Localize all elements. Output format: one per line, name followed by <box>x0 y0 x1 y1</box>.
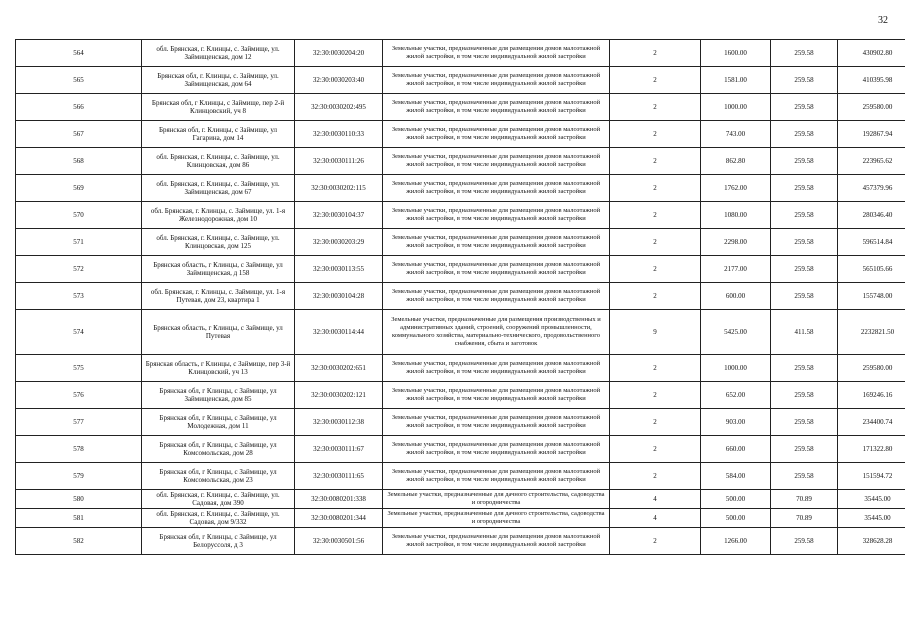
row-number: 572 <box>16 256 142 283</box>
row-number: 573 <box>16 283 142 310</box>
cadastral-value-cell: 234400.74 <box>838 409 905 436</box>
row-number: 566 <box>16 94 142 121</box>
address-cell: обл. Брянская, г. Клинцы, с. Займище, ул. Клинцовская, дом 125 <box>142 229 295 256</box>
specific-value-cell: 411.58 <box>771 310 838 355</box>
area-cell: 1600.00 <box>701 40 771 67</box>
area-cell: 1266.00 <box>701 528 771 555</box>
permitted-use-cell: Земельные участки, предназначенные для размещения домов малоэтажной жилой застройки, в том числе индивидуальной жилой застройки <box>383 382 610 409</box>
address-cell: обл. Брянская, г. Клинцы, с. Займище, ул. Займищенская, дом 67 <box>142 175 295 202</box>
use-group-cell: 2 <box>610 121 701 148</box>
use-group-cell: 2 <box>610 40 701 67</box>
permitted-use-cell: Земельные участки, предназначенные для размещения домов малоэтажной жилой застройки, в том числе индивидуальной жилой застройки <box>383 436 610 463</box>
use-group-cell: 2 <box>610 229 701 256</box>
table-row <box>16 436 905 463</box>
table-row <box>16 67 905 94</box>
area-cell: 862.80 <box>701 148 771 175</box>
cadastral-value-cell: 169246.16 <box>838 382 905 409</box>
table-row <box>16 202 905 229</box>
area-cell: 600.00 <box>701 283 771 310</box>
address-cell: Брянская обл, г Клинцы, с Займище, ул Белоруссоля, д 3 <box>142 528 295 555</box>
permitted-use-cell: Земельные участки, предназначенные для размещения домов малоэтажной жилой застройки, в том числе индивидуальной жилой застройки <box>383 121 610 148</box>
table-row <box>16 175 905 202</box>
cadastral-number-cell: 32:30:0030202:121 <box>295 382 383 409</box>
use-group-cell: 2 <box>610 94 701 121</box>
cadastral-number-cell: 32:30:0030111:67 <box>295 436 383 463</box>
address-cell: Брянская обл, г Клинцы, с Займище, ул Комсомольская, дом 23 <box>142 463 295 490</box>
use-group-cell: 2 <box>610 463 701 490</box>
cadastral-value-cell: 192867.94 <box>838 121 905 148</box>
area-cell: 652.00 <box>701 382 771 409</box>
permitted-use-cell: Земельные участки, предназначенные для дачного строительства, садоводства и огородничества <box>383 509 610 528</box>
specific-value-cell: 259.58 <box>771 229 838 256</box>
cadastral-value-cell: 259580.00 <box>838 94 905 121</box>
cadastral-number-cell: 32:30:0030104:37 <box>295 202 383 229</box>
address-cell: Брянская обл, г Клинцы, с Займище, ул Молодежная, дом 11 <box>142 409 295 436</box>
table-row <box>16 283 905 310</box>
table-body <box>16 40 905 555</box>
permitted-use-cell: Земельные участки, предназначенные для размещения домов малоэтажной жилой застройки, в том числе индивидуальной жилой застройки <box>383 283 610 310</box>
row-number: 577 <box>16 409 142 436</box>
specific-value-cell: 70.89 <box>771 490 838 509</box>
use-group-cell: 4 <box>610 509 701 528</box>
table-row <box>16 409 905 436</box>
specific-value-cell: 259.58 <box>771 67 838 94</box>
area-cell: 743.00 <box>701 121 771 148</box>
permitted-use-cell: Земельные участки, предназначенные для дачного строительства, садоводства и огородничества <box>383 490 610 509</box>
row-number: 567 <box>16 121 142 148</box>
specific-value-cell: 259.58 <box>771 94 838 121</box>
specific-value-cell: 259.58 <box>771 355 838 382</box>
cadastral-number-cell: 32:30:0030114:44 <box>295 310 383 355</box>
table-row <box>16 463 905 490</box>
use-group-cell: 2 <box>610 355 701 382</box>
permitted-use-cell: Земельные участки, предназначенные для размещения домов малоэтажной жилой застройки, в том числе индивидуальной жилой застройки <box>383 256 610 283</box>
cadastral-number-cell: 32:30:0030111:65 <box>295 463 383 490</box>
use-group-cell: 2 <box>610 436 701 463</box>
cadastral-value-cell: 35445.00 <box>838 490 905 509</box>
page-number: 32 <box>878 15 888 26</box>
cadastral-value-cell: 2232821.50 <box>838 310 905 355</box>
use-group-cell: 2 <box>610 256 701 283</box>
specific-value-cell: 259.58 <box>771 528 838 555</box>
use-group-cell: 2 <box>610 202 701 229</box>
area-cell: 1080.00 <box>701 202 771 229</box>
cadastral-number-cell: 32:30:0030113:55 <box>295 256 383 283</box>
table-row <box>16 121 905 148</box>
address-cell: Брянская обл, г. Клинцы, с Займище, ул Гагарина, дом 14 <box>142 121 295 148</box>
area-cell: 1581.00 <box>701 67 771 94</box>
use-group-cell: 9 <box>610 310 701 355</box>
cadastral-number-cell: 32:30:0030202:495 <box>295 94 383 121</box>
area-cell: 2298.00 <box>701 229 771 256</box>
permitted-use-cell: Земельные участки, предназначенные для размещения домов малоэтажной жилой застройки, в том числе индивидуальной жилой застройки <box>383 409 610 436</box>
row-number: 579 <box>16 463 142 490</box>
table-row <box>16 94 905 121</box>
area-cell: 500.00 <box>701 509 771 528</box>
cadastral-value-cell: 457379.96 <box>838 175 905 202</box>
cadastral-value-cell: 280346.40 <box>838 202 905 229</box>
table-row <box>16 148 905 175</box>
cadastral-value-cell: 410395.98 <box>838 67 905 94</box>
address-cell: Брянская обл, г. Клинцы, с. Займище, ул. Займищенская, дом 64 <box>142 67 295 94</box>
cadastral-value-cell: 171322.80 <box>838 436 905 463</box>
permitted-use-cell: Земельные участки, предназначенные для размещения домов малоэтажной жилой застройки, в том числе индивидуальной жилой застройки <box>383 40 610 67</box>
table-row <box>16 528 905 555</box>
use-group-cell: 2 <box>610 409 701 436</box>
cadastral-value-cell: 259580.00 <box>838 355 905 382</box>
use-group-cell: 2 <box>610 148 701 175</box>
specific-value-cell: 259.58 <box>771 40 838 67</box>
cadastral-value-cell: 565105.66 <box>838 256 905 283</box>
table-row <box>16 40 905 67</box>
specific-value-cell: 259.58 <box>771 202 838 229</box>
table-row <box>16 490 905 509</box>
row-number: 575 <box>16 355 142 382</box>
area-cell: 500.00 <box>701 490 771 509</box>
cadastral-number-cell: 32:30:0030204:20 <box>295 40 383 67</box>
cadastral-value-cell: 155748.00 <box>838 283 905 310</box>
permitted-use-cell: Земельные участки, предназначенные для размещения производственных и административных зданий, строений, сооружений промышленности, коммунального хозяйства, материально-технического, продовольственного снабжения, сбыта и заготовок <box>383 310 610 355</box>
use-group-cell: 2 <box>610 528 701 555</box>
cadastral-value-cell: 430902.80 <box>838 40 905 67</box>
cadastral-number-cell: 32:30:0030111:26 <box>295 148 383 175</box>
area-cell: 584.00 <box>701 463 771 490</box>
area-cell: 2177.00 <box>701 256 771 283</box>
permitted-use-cell: Земельные участки, предназначенные для размещения домов малоэтажной жилой застройки, в том числе индивидуальной жилой застройки <box>383 94 610 121</box>
address-cell: Брянская обл, г Клинцы, с Займище, ул Займищенская, дом 85 <box>142 382 295 409</box>
specific-value-cell: 259.58 <box>771 463 838 490</box>
cadastral-number-cell: 32:30:0030112:38 <box>295 409 383 436</box>
address-cell: обл. Брянская, г. Клинцы, с. Займище, ул. 1-я Железнодорожная, дом 10 <box>142 202 295 229</box>
cadastral-value-cell: 596514.84 <box>838 229 905 256</box>
table-row <box>16 509 905 528</box>
row-number: 580 <box>16 490 142 509</box>
permitted-use-cell: Земельные участки, предназначенные для размещения домов малоэтажной жилой застройки, в том числе индивидуальной жилой застройки <box>383 67 610 94</box>
address-cell: обл. Брянская, г. Клинцы, с. Займище, ул. 1-я Путевая, дом 23, квартира 1 <box>142 283 295 310</box>
cadastral-number-cell: 32:30:0030202:651 <box>295 355 383 382</box>
address-cell: обл. Брянская, г. Клинцы, с. Займище, ул. Займищенская, дом 12 <box>142 40 295 67</box>
row-number: 581 <box>16 509 142 528</box>
address-cell: обл. Брянская, г. Клинцы, с. Займище, ул. Садовая, дом 9/332 <box>142 509 295 528</box>
cadastral-number-cell: 32:30:0030202:115 <box>295 175 383 202</box>
row-number: 571 <box>16 229 142 256</box>
cadastral-value-cell: 223965.62 <box>838 148 905 175</box>
row-number: 570 <box>16 202 142 229</box>
permitted-use-cell: Земельные участки, предназначенные для размещения домов малоэтажной жилой застройки, в том числе индивидуальной жилой застройки <box>383 148 610 175</box>
permitted-use-cell: Земельные участки, предназначенные для размещения домов малоэтажной жилой застройки, в том числе индивидуальной жилой застройки <box>383 175 610 202</box>
cadastral-number-cell: 32:30:0030110:33 <box>295 121 383 148</box>
permitted-use-cell: Земельные участки, предназначенные для размещения домов малоэтажной жилой застройки, в том числе индивидуальной жилой застройки <box>383 202 610 229</box>
area-cell: 1762.00 <box>701 175 771 202</box>
cadastral-number-cell: 32:30:0030203:29 <box>295 229 383 256</box>
specific-value-cell: 259.58 <box>771 283 838 310</box>
cadastral-number-cell: 32:30:0030203:40 <box>295 67 383 94</box>
use-group-cell: 2 <box>610 67 701 94</box>
specific-value-cell: 259.58 <box>771 436 838 463</box>
area-cell: 903.00 <box>701 409 771 436</box>
row-number: 564 <box>16 40 142 67</box>
table-row <box>16 256 905 283</box>
row-number: 568 <box>16 148 142 175</box>
specific-value-cell: 259.58 <box>771 148 838 175</box>
table-row <box>16 355 905 382</box>
row-number: 569 <box>16 175 142 202</box>
cadastral-value-cell: 35445.00 <box>838 509 905 528</box>
cadastral-number-cell: 32:30:0030104:28 <box>295 283 383 310</box>
address-cell: обл. Брянская, г. Клинцы, с. Займище, ул. Садовая, дом 390 <box>142 490 295 509</box>
permitted-use-cell: Земельные участки, предназначенные для размещения домов малоэтажной жилой застройки, в том числе индивидуальной жилой застройки <box>383 229 610 256</box>
table-row <box>16 310 905 355</box>
specific-value-cell: 259.58 <box>771 175 838 202</box>
area-cell: 5425.00 <box>701 310 771 355</box>
area-cell: 1000.00 <box>701 355 771 382</box>
cadastral-value-cell: 328628.28 <box>838 528 905 555</box>
specific-value-cell: 259.58 <box>771 382 838 409</box>
address-cell: Брянская область, г Клинцы, с Займище, ул Путевая <box>142 310 295 355</box>
permitted-use-cell: Земельные участки, предназначенные для размещения домов малоэтажной жилой застройки, в том числе индивидуальной жилой застройки <box>383 355 610 382</box>
use-group-cell: 2 <box>610 382 701 409</box>
cadastral-number-cell: 32:30:0080201:344 <box>295 509 383 528</box>
row-number: 582 <box>16 528 142 555</box>
specific-value-cell: 259.58 <box>771 256 838 283</box>
specific-value-cell: 70.89 <box>771 509 838 528</box>
row-number: 574 <box>16 310 142 355</box>
address-cell: Брянская обл, г Клинцы, с Займище, ул Комсомольская, дом 28 <box>142 436 295 463</box>
address-cell: Брянская область, г Клинцы, с Займище, ул Займищенская, д 158 <box>142 256 295 283</box>
address-cell: Брянская область, г Клинцы, с Займище, пер 3-й Клинцовский, уч 13 <box>142 355 295 382</box>
land-registry-table <box>15 39 905 555</box>
use-group-cell: 2 <box>610 175 701 202</box>
row-number: 578 <box>16 436 142 463</box>
address-cell: обл. Брянская, г. Клинцы, с. Займище, ул. Клинцовская, дом 86 <box>142 148 295 175</box>
area-cell: 1000.00 <box>701 94 771 121</box>
table-row <box>16 229 905 256</box>
cadastral-value-cell: 151594.72 <box>838 463 905 490</box>
specific-value-cell: 259.58 <box>771 121 838 148</box>
cadastral-number-cell: 32:30:0080201:338 <box>295 490 383 509</box>
row-number: 565 <box>16 67 142 94</box>
specific-value-cell: 259.58 <box>771 409 838 436</box>
table-row <box>16 382 905 409</box>
address-cell: Брянская обл, г Клинцы, с Займище, пер 2-й Клинцовский, уч 8 <box>142 94 295 121</box>
use-group-cell: 4 <box>610 490 701 509</box>
permitted-use-cell: Земельные участки, предназначенные для размещения домов малоэтажной жилой застройки, в том числе индивидуальной жилой застройки <box>383 528 610 555</box>
permitted-use-cell: Земельные участки, предназначенные для размещения домов малоэтажной жилой застройки, в том числе индивидуальной жилой застройки <box>383 463 610 490</box>
cadastral-number-cell: 32:30:0030501:56 <box>295 528 383 555</box>
area-cell: 660.00 <box>701 436 771 463</box>
use-group-cell: 2 <box>610 283 701 310</box>
row-number: 576 <box>16 382 142 409</box>
